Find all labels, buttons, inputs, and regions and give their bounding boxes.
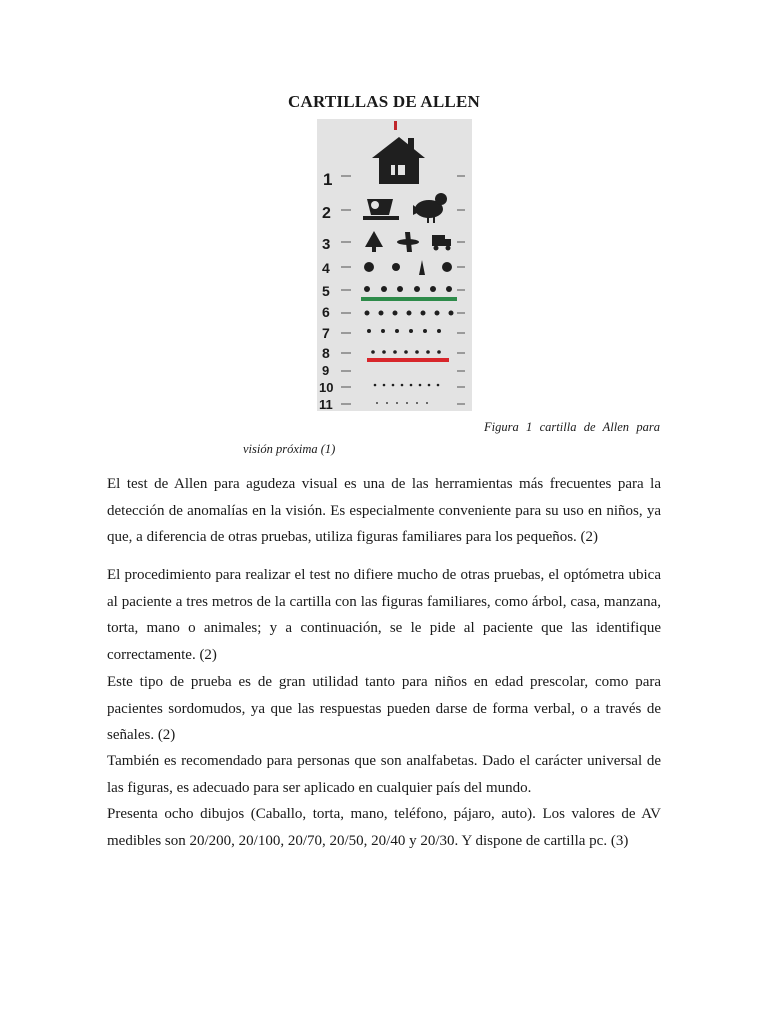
row-number-2: 2 bbox=[322, 205, 331, 222]
allen-chart-illustration bbox=[317, 119, 472, 411]
figure-caption-line-2: visión próxima (1) bbox=[243, 442, 336, 456]
red-bar bbox=[367, 358, 449, 362]
row-number-7: 7 bbox=[322, 325, 330, 341]
row-number-1: 1 bbox=[323, 170, 333, 189]
row-number-3: 3 bbox=[322, 236, 331, 253]
page-title: CARTILLAS DE ALLEN bbox=[288, 92, 480, 111]
paragraph-2: El procedimiento para realizar el test no difiere mucho de otras pruebas, el optómetra ubica al paciente a tres metros de la cartilla con las figuras familiares, como árbol, casa, manzana, torta, mano o animales; y a continuación, se le pide al paciente que las identifique correctamente. (2) bbox=[107, 567, 661, 663]
paragraph-1: El test de Allen para agudeza visual es una de las herramientas más frecuentes para la detección de anomalías en la visión. Es especialmente conveniente para su uso en niños, ya que, a diferencia de otras pruebas, utiliza figuras familiares para los pequeños. (2) bbox=[107, 476, 661, 545]
paragraph-4: También es recomendado para personas que son analfabetas. Dado el carácter universal de las figuras, es adecuado para ser aplicado en cualquier país del mundo. bbox=[107, 753, 661, 796]
row-number-8: 8 bbox=[322, 345, 330, 361]
row-number-5: 5 bbox=[322, 283, 330, 299]
row-number-6: 6 bbox=[322, 304, 330, 320]
row-number-4: 4 bbox=[322, 260, 330, 276]
row-number-10: 10 bbox=[319, 380, 334, 395]
row-number-11: 11 bbox=[319, 397, 333, 411]
paragraph-3: Este tipo de prueba es de gran utilidad tanto para niños en edad prescolar, como para pacientes sordomudos, ya que las respuestas pueden darse de forma verbal, o a través de señales. (2) bbox=[107, 674, 661, 743]
figure-caption-line-1: Figura 1 cartilla de Allen para bbox=[484, 420, 660, 434]
allen-chart-photo bbox=[317, 119, 472, 411]
row-number-9: 9 bbox=[322, 363, 330, 378]
paragraph-5: Presenta ocho dibujos (Caballo, torta, mano, teléfono, pájaro, auto). Los valores de AV medibles son 20/200, 20/100, 20/70, 20/50, 20/40 y 20/30. Y dispone de cartilla pc. (3) bbox=[107, 806, 661, 849]
green-bar bbox=[361, 297, 457, 301]
